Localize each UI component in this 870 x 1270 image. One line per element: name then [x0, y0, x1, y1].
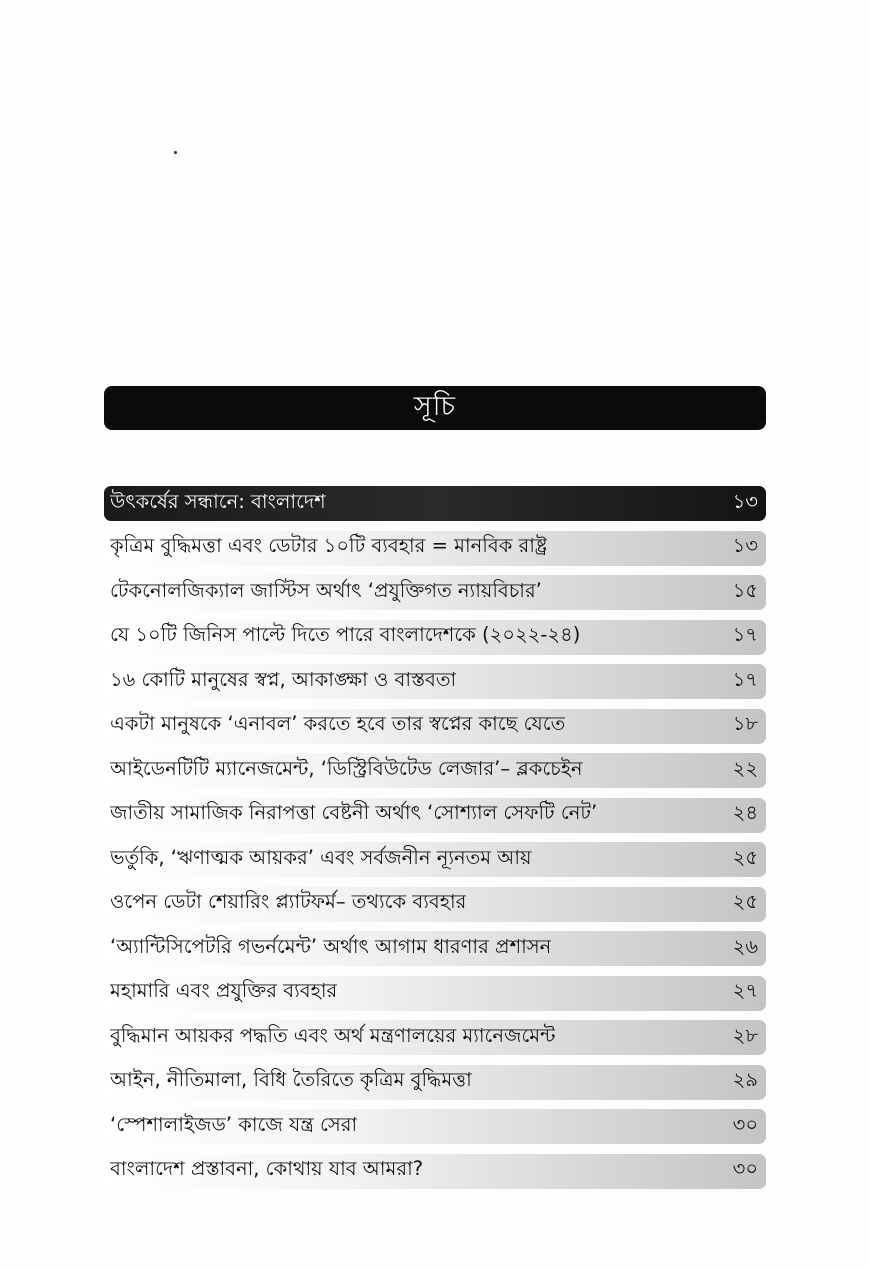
toc-entry-title: জাতীয় সামাজিক নিরাপত্তা বেষ্টনী অর্থাৎ ‘সোশ্যাল সেফটি নেট’	[110, 801, 598, 824]
toc-entry-page-number: ৩০	[732, 1157, 758, 1180]
toc-entry-page-number: ১৩	[732, 534, 758, 557]
toc-entry-title: মহামারি এবং প্রযুক্তির ব্যবহার	[110, 979, 338, 1002]
toc-entry-title: টেকনোলজিক্যাল জাস্টিস অর্থাৎ ‘প্রযুক্তিগত ন্যায়বিচার’	[110, 578, 542, 602]
toc-entry-title: ভর্তুকি, ‘ঋণাত্মক আয়কর’ এবং সর্বজনীন ন্যূনতম আয়	[110, 845, 532, 869]
toc-entry	[104, 798, 766, 833]
toc-entry	[104, 575, 766, 610]
toc-entry	[104, 887, 766, 922]
contents-heading: সূচি	[413, 390, 457, 422]
toc-entry-page-number: ২৭	[732, 979, 758, 1002]
toc-entry-page-number: ২৫	[732, 845, 758, 869]
toc-entry	[104, 753, 766, 788]
toc-entry-title: বাংলাদেশ প্রস্তাবনা, কোথায় যাব আমরা?	[110, 1157, 424, 1180]
toc-entry-title: উৎকর্ষের সন্ধানে: বাংলাদেশ	[110, 489, 326, 513]
toc-entry-page-number: ২২	[732, 756, 758, 780]
toc-section-header	[104, 486, 766, 521]
toc-entry	[104, 709, 766, 744]
toc-entry	[104, 531, 766, 566]
toc-entry-page-number: ২৬	[732, 934, 758, 958]
toc-entry	[104, 976, 766, 1011]
toc-entry-page-number: ১৭	[732, 623, 758, 646]
toc-entry	[104, 620, 766, 655]
toc-entry-page-number: ২৪	[732, 801, 758, 824]
contents-heading-bar	[104, 386, 766, 430]
toc-entry	[104, 664, 766, 699]
toc-entry	[104, 1065, 766, 1100]
toc-entry-title: যে ১০টি জিনিস পাল্টে দিতে পারে বাংলাদেশকে (২০২২-২৪)	[110, 623, 581, 646]
toc-entry-title: আইডেনটিটি ম্যানেজমেন্ট, ‘ডিস্ট্রিবিউটেড লেজার’– ব্লকচেইন	[110, 756, 583, 780]
toc-entry-title: আইন, নীতিমালা, বিধি তৈরিতে কৃত্রিম বুদ্ধিমত্তা	[110, 1068, 472, 1091]
toc-entry-page-number: ১৭	[732, 667, 758, 691]
toc-entry	[104, 931, 766, 966]
toc-entry-title: ১৬ কোটি মানুষের স্বপ্ন, আকাঙ্ক্ষা ও বাস্তবতা	[110, 667, 457, 691]
toc-entry-page-number: ৩০	[732, 1112, 758, 1136]
toc-entry	[104, 1020, 766, 1055]
toc-entry-title: ওপেন ডেটা শেয়ারিং প্ল্যাটফর্ম– তথ্যকে ব্যবহার	[110, 890, 467, 913]
toc-entry-title: একটা মানুষকে ‘এনাবল’ করতে হবে তার স্বপ্নের কাছে যেতে	[110, 712, 566, 735]
ink-speck	[174, 151, 177, 154]
toc-entry	[104, 1154, 766, 1189]
toc-entry-page-number: ১৩	[732, 489, 758, 513]
toc-entry-title: ‘স্পেশালাইজড’ কাজে যন্ত্র সেরা	[110, 1112, 358, 1136]
toc-entry-title: ‘অ্যান্টিসিপেটরি গভর্নমেন্ট’ অর্থাৎ আগাম ধারণার প্রশাসন	[110, 934, 552, 958]
toc-entry-page-number: ১৫	[732, 578, 758, 602]
toc-entry-page-number: ২৮	[732, 1023, 758, 1047]
toc-entry-page-number: ১৮	[732, 712, 758, 735]
toc-entry	[104, 842, 766, 877]
table-of-contents	[104, 486, 766, 1198]
toc-entry	[104, 1109, 766, 1144]
toc-entry-page-number: ২৫	[732, 890, 758, 913]
toc-entry-title: কৃত্রিম বুদ্ধিমত্তা এবং ডেটার ১০টি ব্যবহার = মানবিক রাষ্ট্র	[110, 534, 548, 557]
toc-entry-page-number: ২৯	[732, 1068, 758, 1091]
toc-entry-title: বুদ্ধিমান আয়কর পদ্ধতি এবং অর্থ মন্ত্রণালয়ের ম্যানেজমেন্ট	[110, 1023, 556, 1047]
